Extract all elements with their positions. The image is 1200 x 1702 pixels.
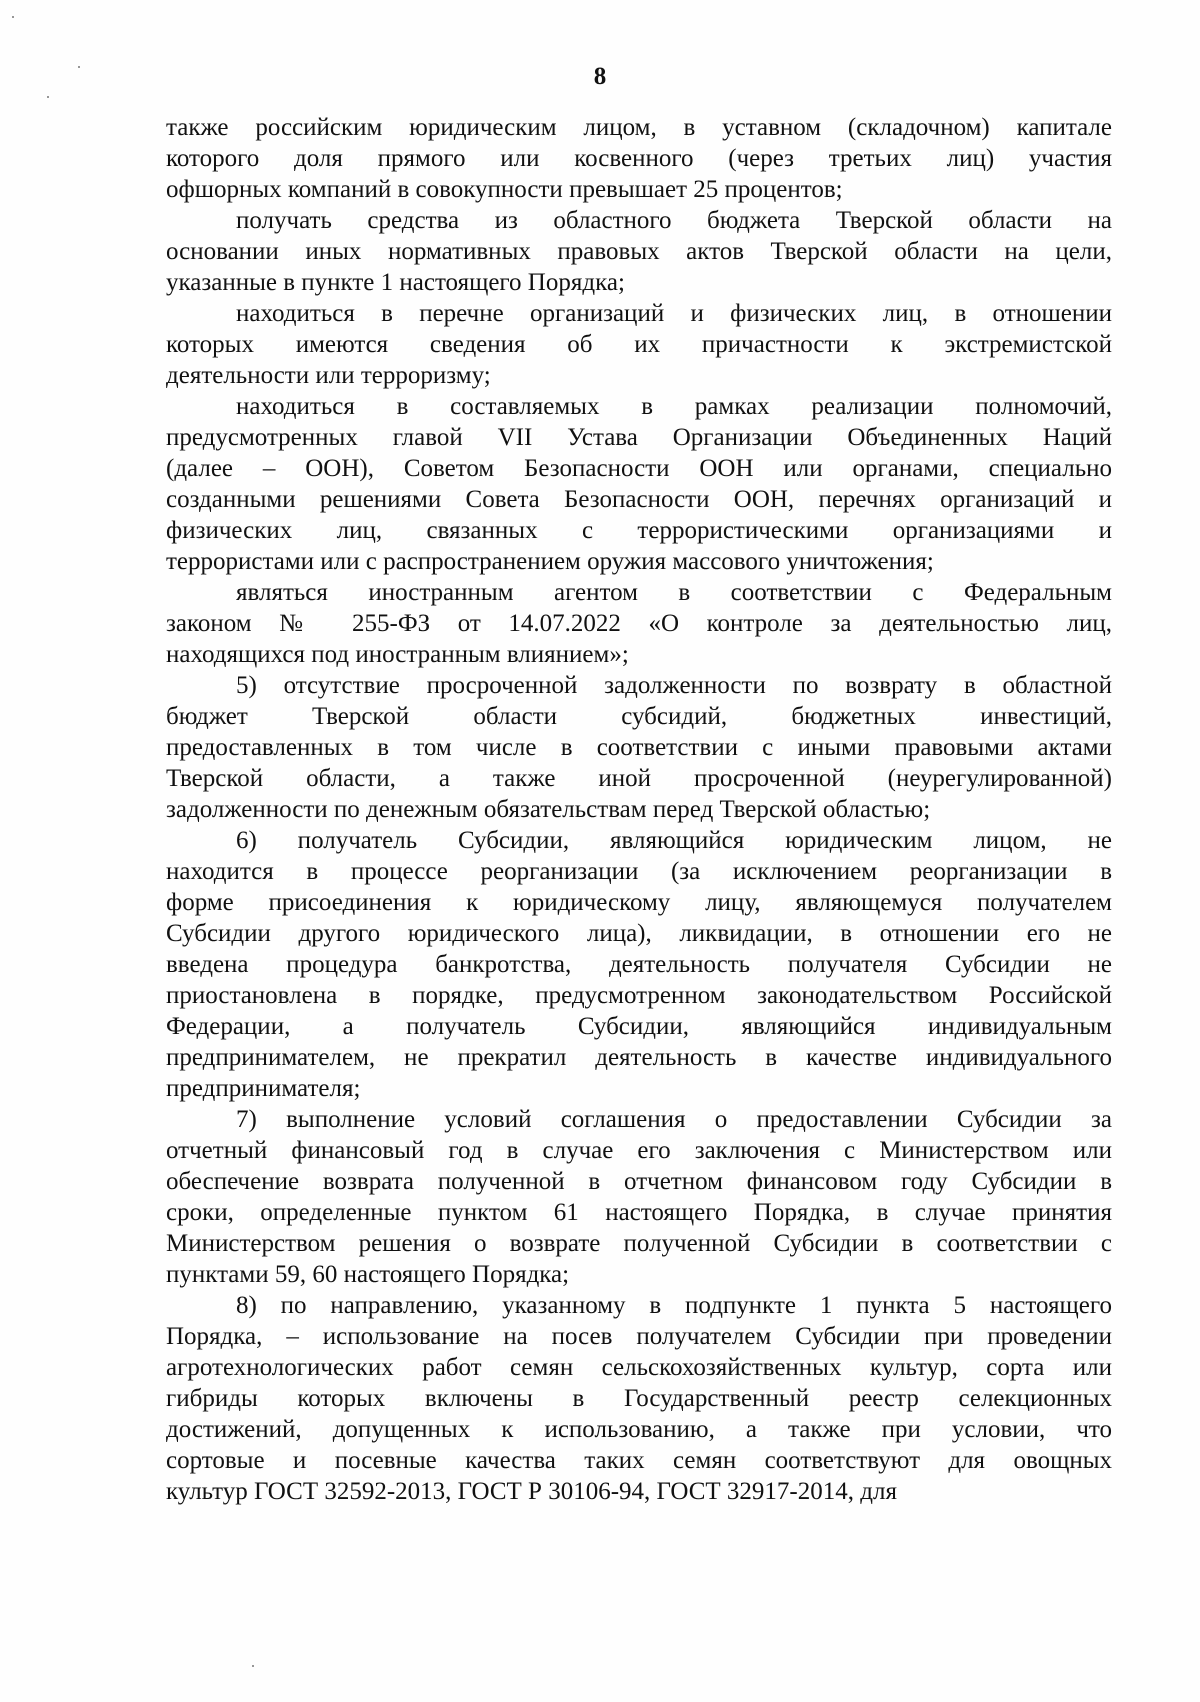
text-line: гибриды которых включены в Государственный реестр селекционных — [166, 1385, 1112, 1412]
page-number: 8 — [593, 63, 607, 90]
text-line: введена процедура банкротства, деятельность получателя Субсидии не — [166, 951, 1112, 978]
scan-speck — [12, 16, 14, 18]
paragraph — [166, 112, 1112, 205]
text-line: офшорных компаний в совокупности превышает 25 процентов; — [166, 176, 843, 203]
text-line: форме присоединения к юридическому лицу, являющемуся получателем — [166, 889, 1112, 916]
text-line: культур ГОСТ 32592-2013, ГОСТ Р 30106-94, ГОСТ 32917-2014, для — [166, 1478, 897, 1505]
text-line: деятельности или терроризму; — [166, 362, 491, 389]
text-line: Министерством решения о возврате полученной Субсидии в соответствии с — [166, 1230, 1112, 1257]
text-line: агротехнологических работ семян сельскохозяйственных культур, сорта или — [166, 1354, 1112, 1381]
paragraph — [166, 577, 1112, 670]
text-line: приостановлена в порядке, предусмотренном законодательством Российской — [166, 982, 1112, 1009]
text-line: террористами или с распространением оружия массового уничтожения; — [166, 548, 934, 575]
text-line: находящихся под иностранным влиянием»; — [166, 641, 629, 668]
paragraph — [166, 670, 1112, 825]
text-line: физических лиц, связанных с террористическими организациями и — [166, 517, 1112, 544]
text-line: 6) получатель Субсидии, являющийся юридическим лицом, не — [236, 827, 1112, 854]
text-line: основании иных нормативных правовых актов Тверской области на цели, — [166, 238, 1112, 265]
paragraph — [166, 391, 1112, 577]
text-line: 5) отсутствие просроченной задолженности по возврату в областной — [236, 672, 1112, 699]
text-line: сроки, определенные пунктом 61 настоящего Порядка, в случае принятия — [166, 1199, 1112, 1226]
text-line: Федерации, а получатель Субсидии, являющийся индивидуальным — [166, 1013, 1112, 1040]
text-line: также российским юридическим лицом, в уставном (складочном) капитале — [166, 114, 1112, 141]
text-line: указанные в пункте 1 настоящего Порядка; — [166, 269, 625, 296]
text-line: (далее – ООН), Советом Безопасности ООН или органами, специально — [166, 455, 1112, 482]
text-line: отчетный финансовый год в случае его заключения с Министерством или — [166, 1137, 1112, 1164]
scan-speck — [47, 96, 49, 98]
text-line: предпринимателем, не прекратил деятельность в качестве индивидуального — [166, 1044, 1112, 1071]
text-line: законом № 255-ФЗ от 14.07.2022 «О контроле за деятельностью лиц, — [166, 610, 1112, 637]
paragraph — [166, 825, 1112, 1104]
text-line: Порядка, – использование на посев получателем Субсидии при проведении — [166, 1323, 1112, 1350]
paragraph — [166, 1104, 1112, 1290]
text-line: находится в процессе реорганизации (за исключением реорганизации в — [166, 858, 1112, 885]
paragraph — [166, 1290, 1112, 1507]
text-line: достижений, допущенных к использованию, а также при условии, что — [166, 1416, 1112, 1443]
text-line: получать средства из областного бюджета Тверской области на — [236, 207, 1112, 234]
paragraph — [166, 205, 1112, 298]
text-line: созданными решениями Совета Безопасности ООН, перечнях организаций и — [166, 486, 1112, 513]
text-line: предоставленных в том числе в соответствии с иными правовыми актами — [166, 734, 1112, 761]
text-line: обеспечение возврата полученной в отчетном финансовом году Субсидии в — [166, 1168, 1112, 1195]
text-line: сортовые и посевные качества таких семян соответствуют для овощных — [166, 1447, 1112, 1474]
text-line: предпринимателя; — [166, 1075, 361, 1102]
text-line: пунктами 59, 60 настоящего Порядка; — [166, 1261, 570, 1288]
text-line: находиться в перечне организаций и физических лиц, в отношении — [236, 300, 1112, 327]
text-line: находиться в составляемых в рамках реализации полномочий, — [236, 393, 1112, 420]
text-line: Субсидии другого юридического лица), ликвидации, в отношении его не — [166, 920, 1112, 947]
scan-speck — [252, 1665, 254, 1667]
text-line: которого доля прямого или косвенного (через третьих лиц) участия — [166, 145, 1112, 172]
text-line: Тверской области, а также иной просроченной (неурегулированной) — [166, 765, 1112, 792]
text-line: бюджет Тверской области субсидий, бюджетных инвестиций, — [166, 703, 1112, 730]
document-body — [166, 112, 1112, 1507]
text-line: предусмотренных главой VII Устава Организации Объединенных Наций — [166, 424, 1112, 451]
text-line: задолженности по денежным обязательствам перед Тверской областью; — [166, 796, 931, 823]
text-line: являться иностранным агентом в соответствии с Федеральным — [236, 579, 1112, 606]
text-line: которых имеются сведения об их причастности к экстремистской — [166, 331, 1112, 358]
paragraph — [166, 298, 1112, 391]
text-line: 7) выполнение условий соглашения о предоставлении Субсидии за — [236, 1106, 1112, 1133]
text-line: 8) по направлению, указанному в подпункте 1 пункта 5 настоящего — [236, 1292, 1112, 1319]
